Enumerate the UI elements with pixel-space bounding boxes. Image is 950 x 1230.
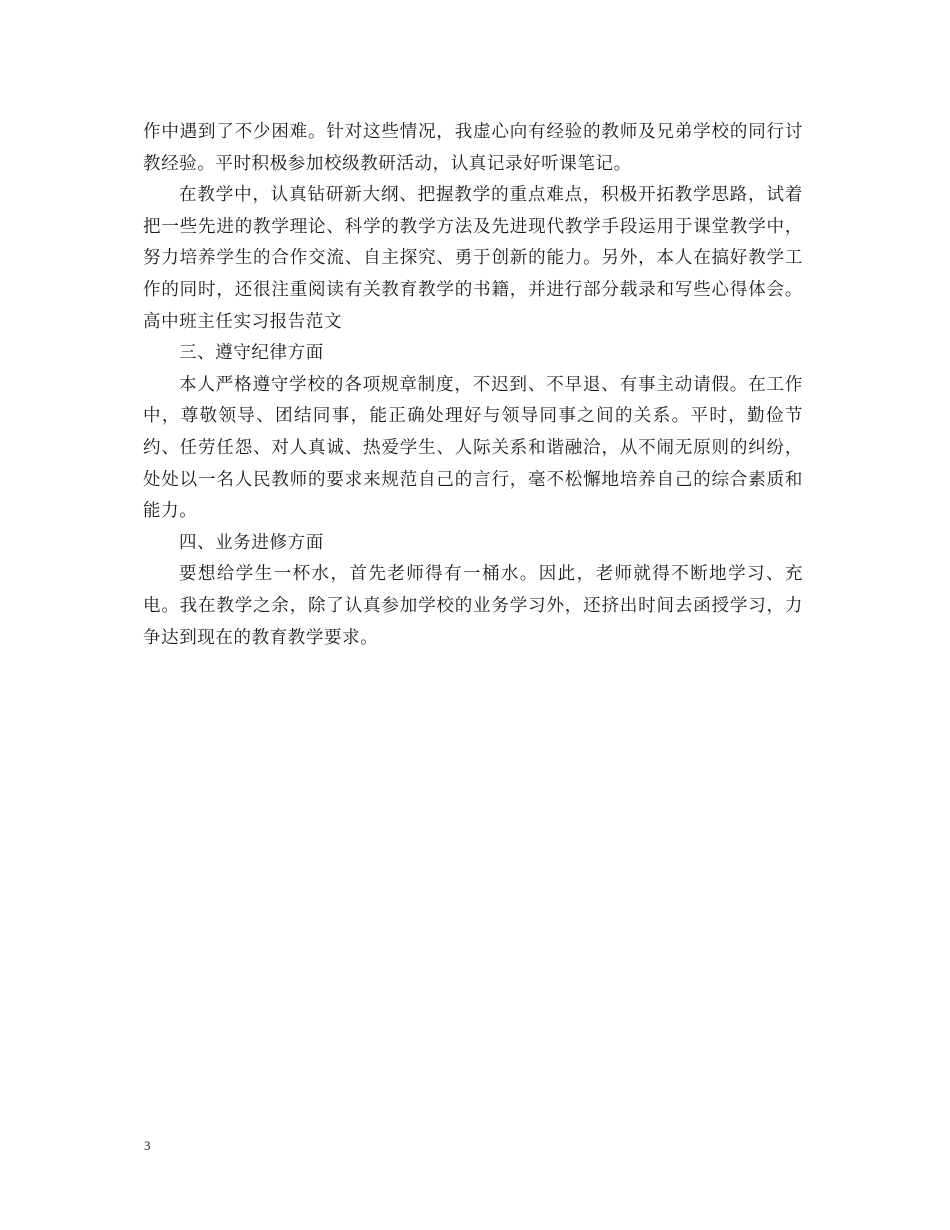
paragraph-continued: 作中遇到了不少困难。针对这些情况，我虚心向有经验的教师及兄弟学校的同行讨教经验。平时积极参加校级教研活动，认真记录好听课笔记。	[143, 122, 803, 174]
paragraph-teaching: 在教学中，认真钻研新大纲、把握教学的重点难点，积极开拓教学思路，试着把一些先进的教学理论、科学的教学方法及先进现代教学手段运用于课堂教学中，努力培养学生的合作交流、自主探究、勇于创新的能力。另外，本人在搞好教学工作的同时，还很注重阅读有关教育教学的书籍，并进行部分载录和写些心得体会。高中班主任实习报告范文	[143, 185, 803, 332]
paragraph-professional-development: 要想给学生一杯水，首先老师得有一桶水。因此，老师就得不断地学习、充电。我在教学之余，除了认真参加学校的业务学习外，还挤出时间去函授学习，力争达到现在的教育教学要求。	[143, 564, 803, 648]
section-heading-discipline: 三、遵守纪律方面	[179, 343, 324, 364]
paragraph-discipline: 本人严格遵守学校的各项规章制度，不迟到、不早退、有事主动请假。在工作中，尊敬领导、团结同事，能正确处理好与领导同事之间的关系。平时，勤俭节约、任劳任怨、对人真诚、热爱学生、人际关系和谐融洽，从不闹无原则的纠纷，处处以一名人民教师的要求来规范自己的言行，毫不松懈地培养自己的综合素质和能力。	[143, 374, 803, 522]
page-number: 3	[144, 1138, 151, 1153]
document-body	[143, 117, 803, 654]
section-heading-professional-development: 四、业务进修方面	[179, 532, 324, 553]
